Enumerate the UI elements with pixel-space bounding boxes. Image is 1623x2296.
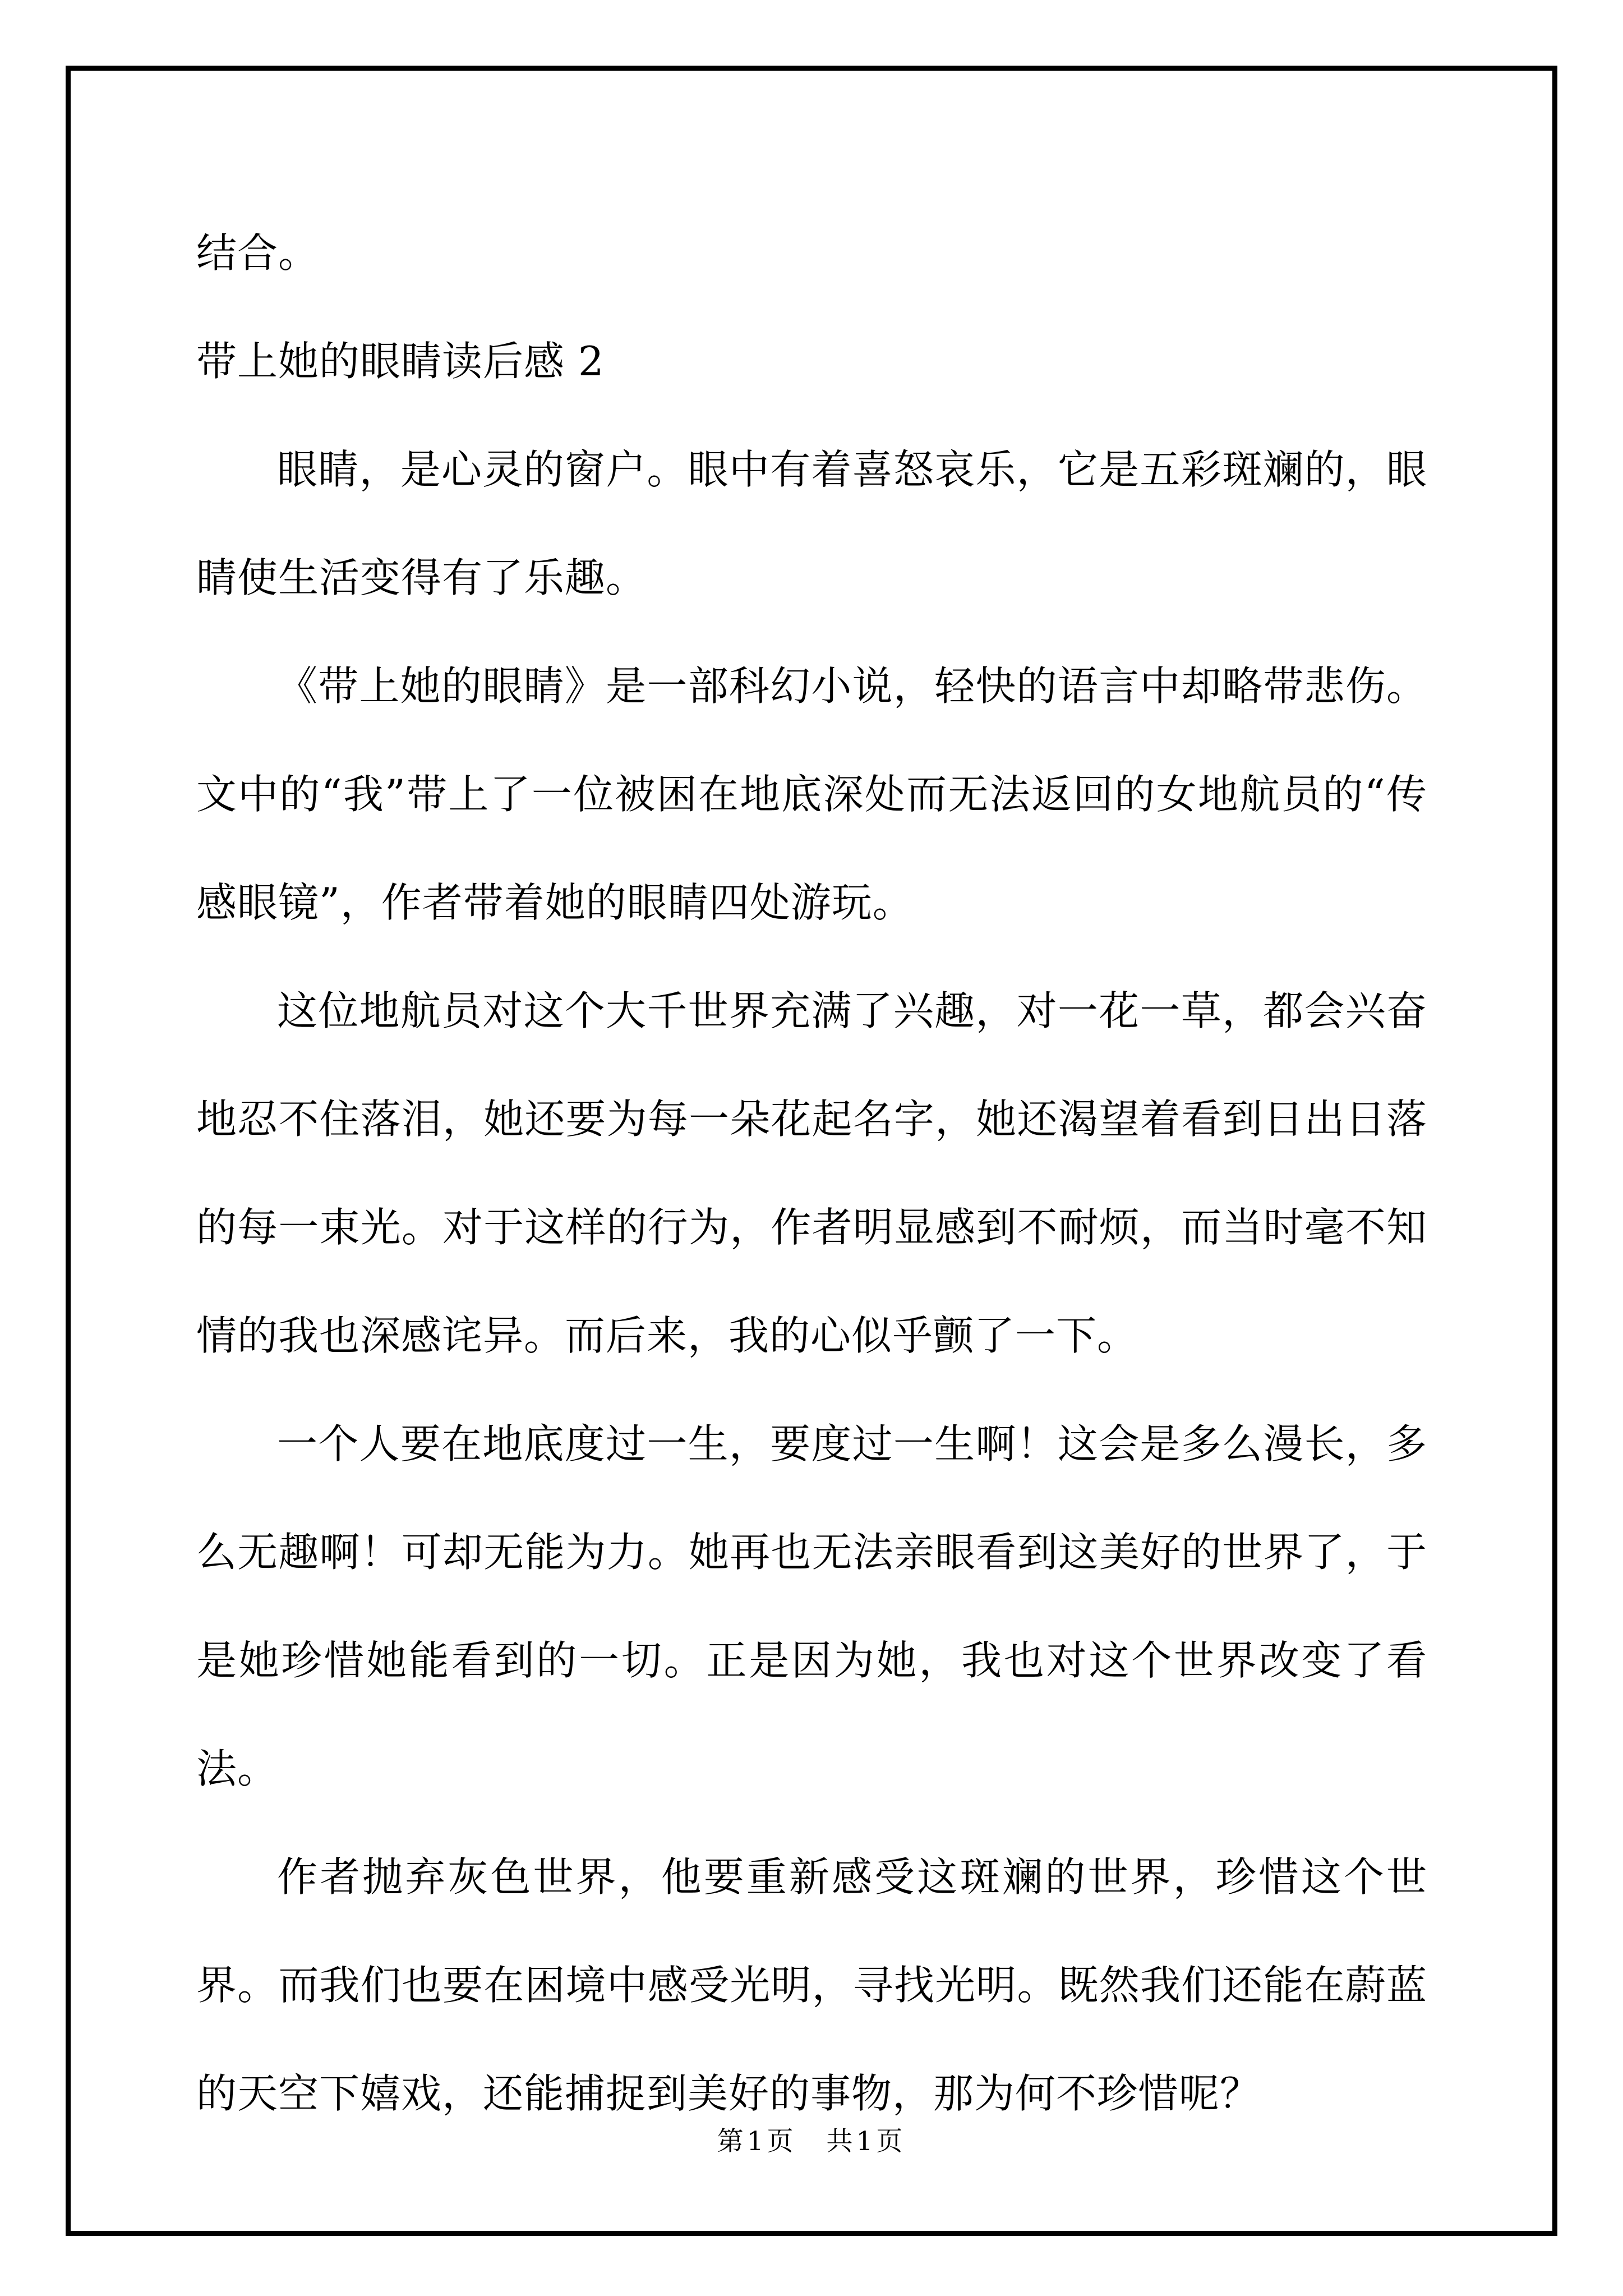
paragraph: 作者抛弃灰色世界，他要重新感受这斑斓的世界，珍惜这个世界。而我们也要在困境中感受光明，寻找光明。既然我们还能在蔚蓝的天空下嬉戏，还能捕捉到美好的事物，那为何不珍惜呢？ <box>196 1853 1427 2117</box>
paragraph: 眼睛，是心灵的窗户。眼中有着喜怒哀乐，它是五彩斑斓的，眼睛使生活变得有了乐趣。 <box>196 446 1427 601</box>
page-body-text <box>71 71 1552 2148</box>
page-border-frame <box>66 66 1557 2236</box>
paragraph: 《带上她的眼睛》是一部科幻小说，轻快的语言中却略带悲伤。文中的“我”带上了一位被困在地底深处而无法返回的女地航员的“传感眼镜”，作者带着她的眼睛四处游玩。 <box>196 662 1427 926</box>
page-number-indicator: 第1页 共1页 <box>717 2126 906 2157</box>
paragraph: 一个人要在地底度过一生，要度过一生啊！这会是多么漫长，多么无趣啊！可却无能为力。她再也无法亲眼看到这美好的世界了，于是她珍惜她能看到的一切。正是因为她，我也对这个世界改变了看法。 <box>196 1420 1427 1792</box>
section-heading: 带上她的眼睛读后感 2 <box>196 338 605 385</box>
paragraph: 这位地航员对这个大千世界充满了兴趣，对一花一草，都会兴奋地忍不住落泪，她还要为每一朵花起名字，她还渴望着看到日出日落的每一束光。对于这样的行为，作者明显感到不耐烦，而当时毫不知情的我也深感诧异。而后来，我的心似乎颤了一下。 <box>196 987 1427 1359</box>
page-footer <box>71 2120 1552 2158</box>
paragraph-continuation: 结合。 <box>196 229 320 277</box>
